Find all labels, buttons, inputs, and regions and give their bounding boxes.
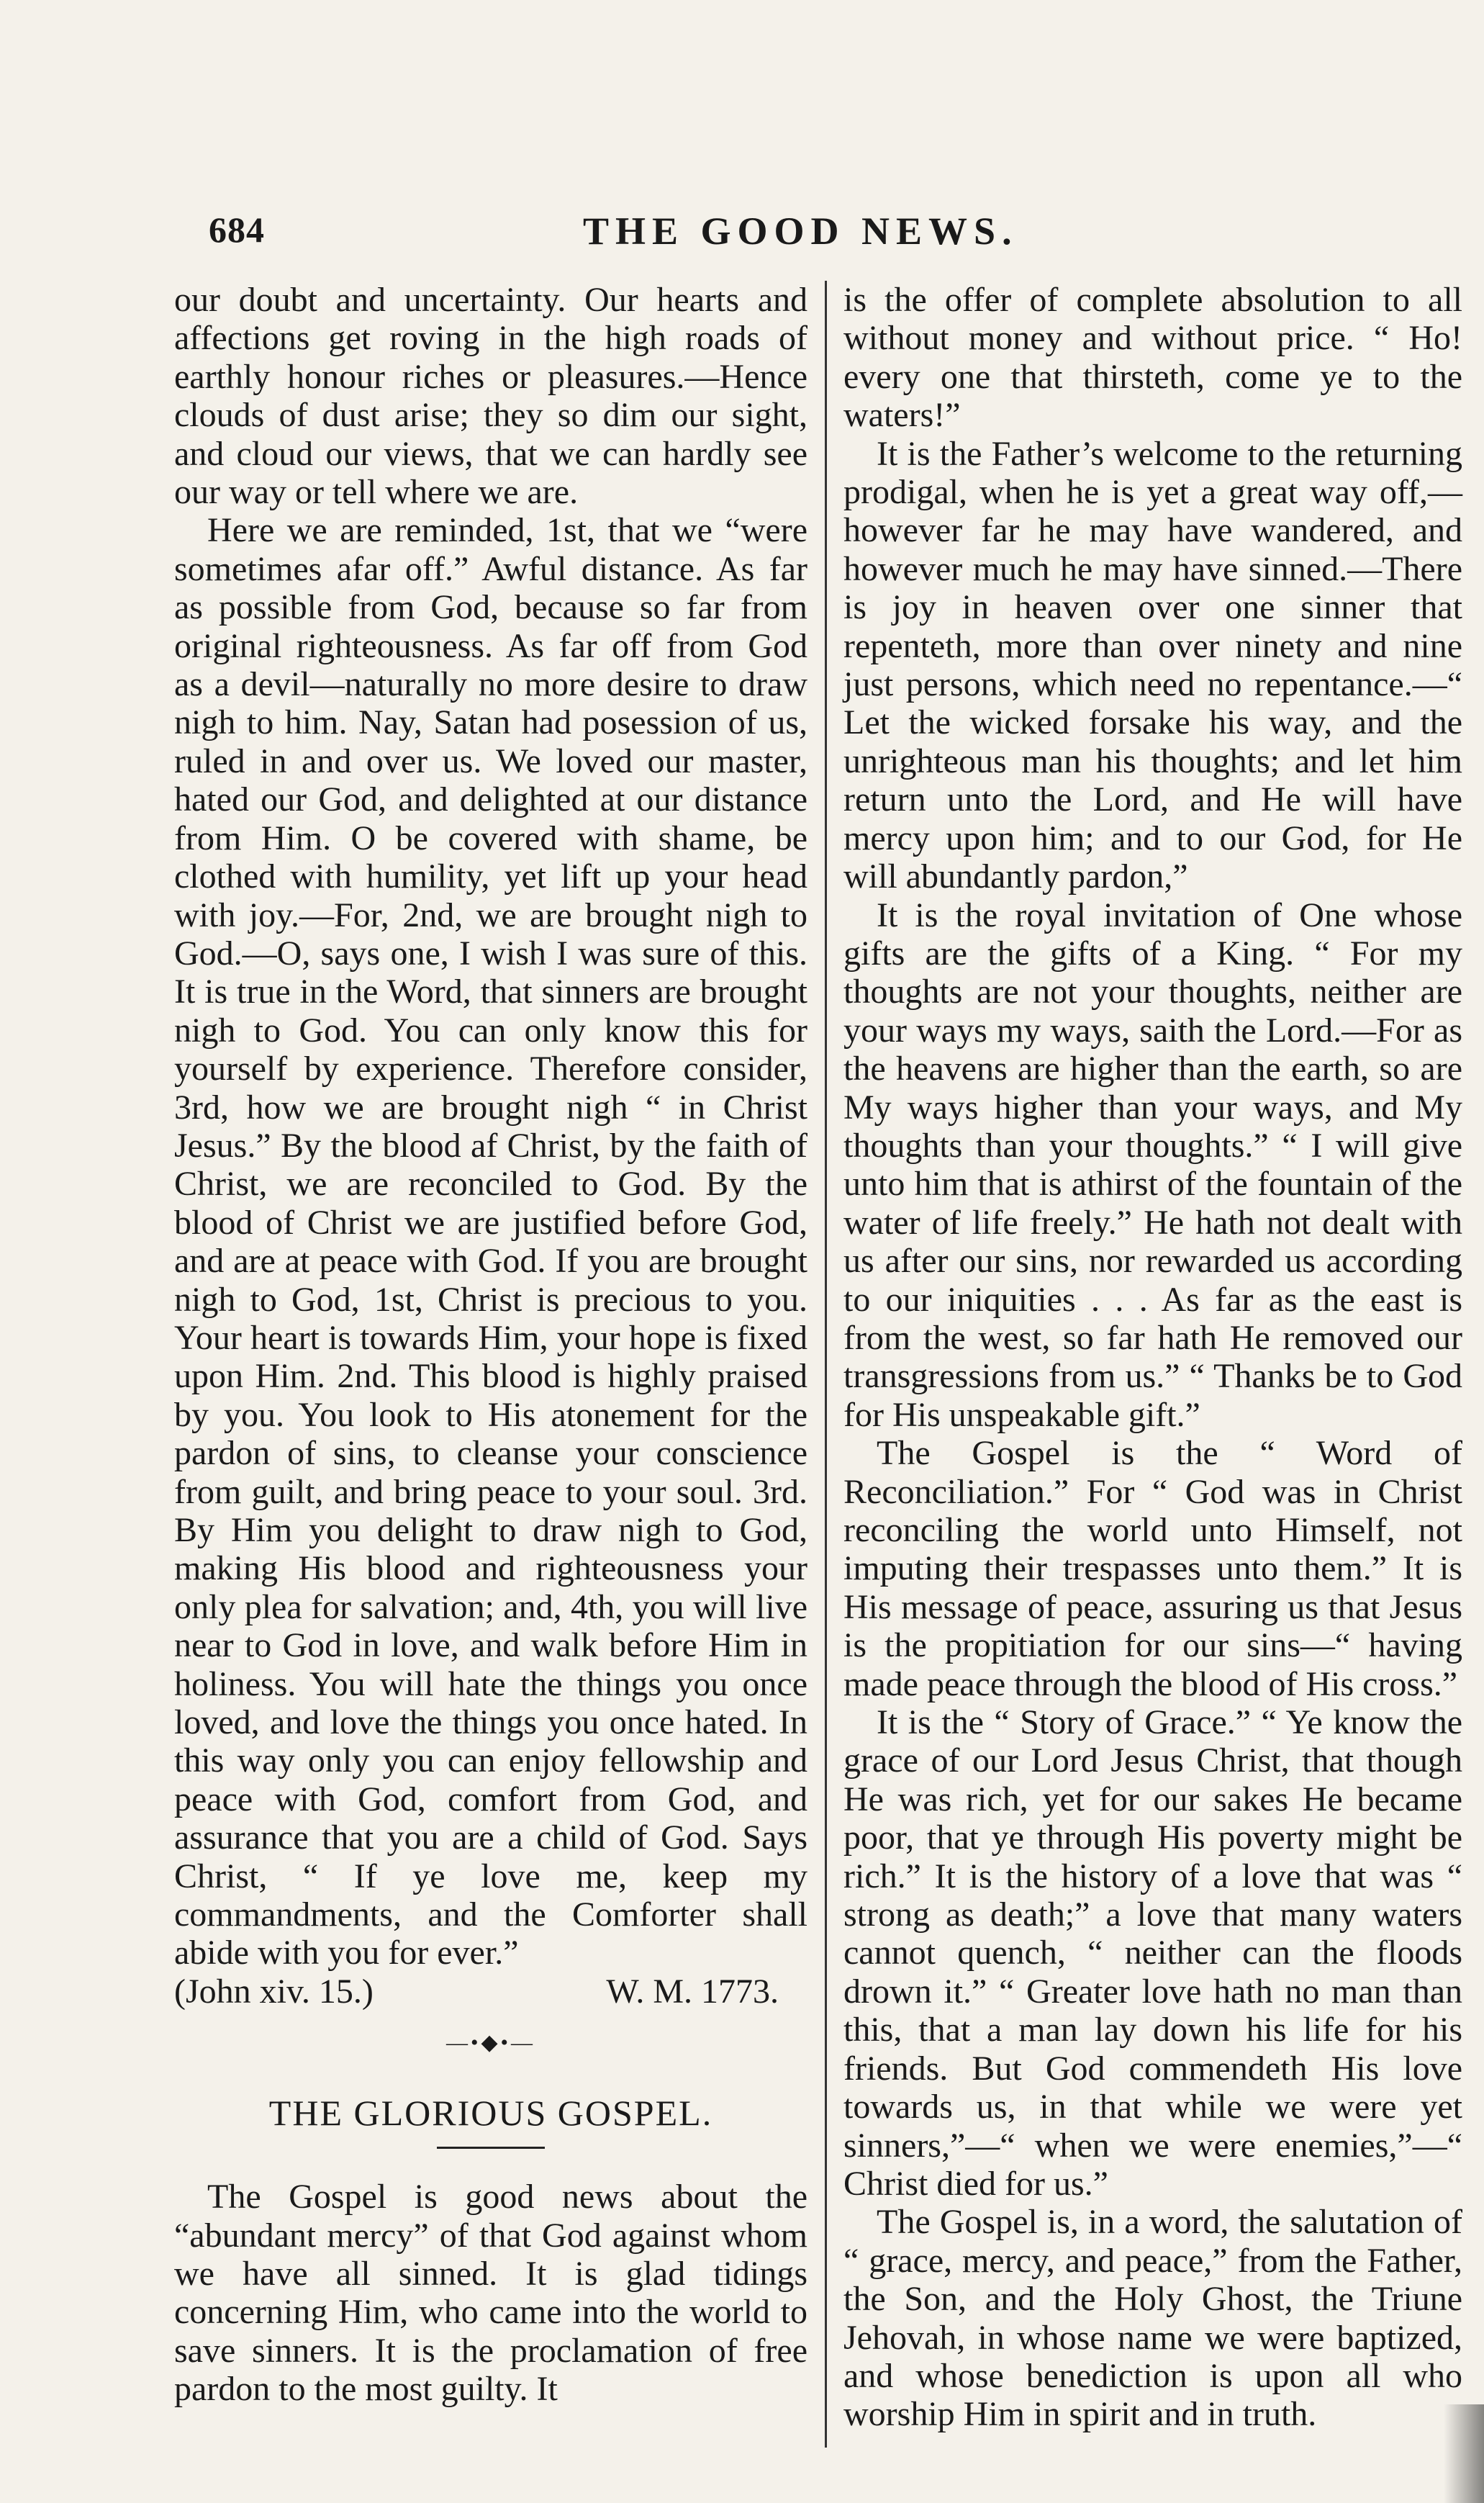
paragraph: It is the royal invitation of One whose gifts are the gifts of a King. “ For my thoughts are not your thoughts, neither are your ways my ways, saith the Lord.—For as the heavens are higher than the earth, so are My ways higher than your ways, and My thoughts than your thoughts.” “ I will give unto him that is athirst of the fountain of the water of life freely.” He hath not dealt with us after our sins, nor rewarded us according to our iniquities . . . As far as the east is from the west, so far hath He removed our transgressions from us.” “ Thanks be to God for His unspeakable gift.”	[843, 896, 1462, 1434]
left-column	[174, 281, 807, 2409]
signature-line	[174, 1972, 807, 2011]
paragraph: is the offer of complete absolution to all without money and without price. “ Ho! every one that thirsteth, come ye to the waters!”	[843, 281, 1462, 435]
ornament-divider: —•◆•—	[445, 2031, 536, 2055]
paragraph: The Gospel is, in a word, the salutation of “ grace, mercy, and peace,” from the Father, the Son, and the Holy Ghost, the Triune Jehovah, in whose name we were baptized, and whose benediction is upon all who worship Him in spirit and in truth.	[843, 2203, 1462, 2434]
article-heading: THE GLORIOUS GOSPEL.	[268, 2092, 713, 2133]
page-header	[194, 209, 1461, 266]
paragraph: It is the “ Story of Grace.” “ Ye know the grace of our Lord Jesus Christ, that though He was rich, yet for our sakes He became poor, that ye through His poverty might be rich.” It is the history of a love that was “ strong as death;” a love that many waters cannot quench, “ neither can the floods drown it.” “ Greater love hath no man than this, that a man lay down his life for his friends. But God commendeth His love towards us, in that while we were yet sinners,”—“ when we were enemies,”—“ Christ died for us.”	[843, 1703, 1462, 2203]
paragraph: The Gospel is the “ Word of Reconciliation.” For “ God was in Christ reconciling the world unto Himself, not imputing their trespasses unto them.” It is His message of peace, assuring us that Jesus is the propitiation for our sins—“ having made peace through the blood of His cross.”	[843, 1434, 1462, 1703]
citation: (John xiv. 15.)	[174, 1972, 374, 2011]
paragraph: Here we are reminded, 1st, that we “were sometimes afar off.” Awful distance. As far as possible from God, because so far from original righteousness. As far off from God as a devil—naturally no more desire to draw nigh to him. Nay, Satan had posession of us, ruled in and over us. We loved our master, hated our God, and delighted at our distance from Him. O be covered with shame, be clothed with humility, yet lift up your head with joy.—For, 2nd, we are brought nigh to God.—O, says one, I wish I was sure of this. It is true in the Word, that sinners are brought nigh to God. You can only know this for yourself by experience. Therefore consider, 3rd, how we are brought nigh “ in Christ Jesus.” By the blood af Christ, by the faith of Christ, we are reconciled to God. By the blood of Christ we are justified before God, and are at peace with God. If you are brought nigh to God, 1st, Christ is precious to you. Your heart is towards Him, your hope is fixed upon Him. 2nd. This blood is highly praised by you. You look to His atonement for the pardon of sins, to cleanse your conscience from guilt, and bring peace to your soul. 3rd. By Him you delight to draw nigh to God, making His blood and righteousness your only plea for salvation; and, 4th, you will live near to God in love, and walk before Him in holiness. You will hate the things you once loved, and love the things you once hated. In this way only you can enjoy fellowship and peace with God, comfort from God, and assurance that you are a child of God. Says Christ, “ If ye love me, keep my commandments, and the Comforter shall abide with you for ever.”	[174, 511, 807, 1972]
running-title: THE GOOD NEWS.	[583, 209, 1018, 253]
page-edge-shadow	[1444, 2404, 1484, 2503]
paragraph: our doubt and uncertainty. Our hearts and affections get roving in the high roads of earthly honour riches or pleasures.—Hence clouds of dust arise; they so dim our sight, and cloud our views, that we can hardly see our way or tell where we are.	[174, 281, 807, 512]
paragraph: The Gospel is good news about the “abundant mercy” of that God against whom we have all sinned. It is glad tidings concerning Him, who came into the world to save sinners. It is the proclamation of free pardon to the most guilty. It	[174, 2178, 807, 2409]
right-column	[843, 281, 1462, 2434]
signature: W. M. 1773.	[606, 1972, 779, 2011]
column-rule	[825, 281, 827, 2448]
paragraph: It is the Father’s welcome to the returning prodigal, when he is yet a great way off,—however far he may have wandered, and however much he may have sinned.—There is joy in heaven over one sinner that repenteth, more than over ninety and nine just persons, which need no repentance.—“ Let the wicked forsake his way, and the unrighteous man his thoughts; and let him return unto the Lord, and He will have mercy upon him; and to our God, for He will abundantly pardon,”	[843, 434, 1462, 896]
page-number: 684	[209, 209, 265, 250]
heading-rule	[437, 2147, 545, 2149]
